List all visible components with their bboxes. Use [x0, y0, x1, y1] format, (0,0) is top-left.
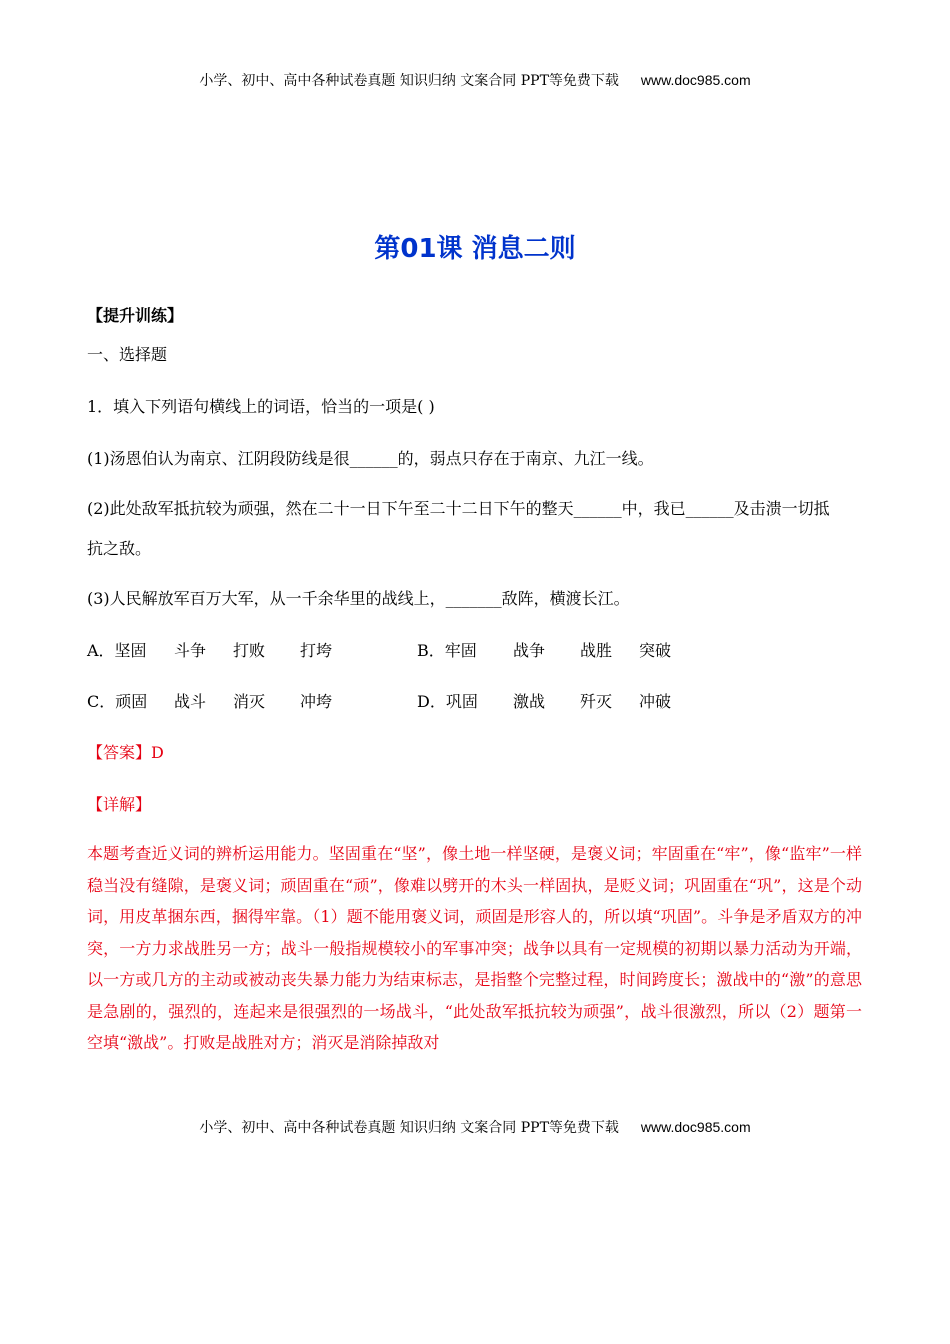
question-sentence-2: (2)此处敌军抵抗较为顽强，然在二十一日下午至二十二日下午的整天______中，我已______及击溃一切抵 — [87, 499, 830, 518]
option-b-word-2: 战争 — [513, 641, 546, 660]
footer-text: 小学、初中、高中各种试卷真题 知识归纳 文案合同 PPT等免费下载 — [199, 1120, 619, 1136]
option-b-word-3: 战胜 — [580, 641, 613, 660]
option-c-label: C．顽固 — [87, 692, 148, 711]
option-a-word-3: 打败 — [233, 641, 266, 660]
page-title: 第01课 消息二则 — [374, 234, 576, 264]
option-d-word-4: 冲破 — [639, 692, 672, 711]
option-d-word-3: 歼灭 — [580, 692, 613, 711]
question-stem: 1．填入下列语句横线上的词语，恰当的一项是( ) — [87, 397, 435, 416]
option-a-word-2: 斗争 — [174, 641, 207, 660]
detail-label: 【详解】 — [87, 795, 152, 814]
answer-label: 【答案】D — [87, 743, 164, 762]
option-c-word-4: 冲垮 — [300, 692, 333, 711]
option-c-word-3: 消灭 — [233, 692, 266, 711]
option-d-label: D．巩固 — [417, 692, 478, 711]
header-text: 小学、初中、高中各种试卷真题 知识归纳 文案合同 PPT等免费下载 — [199, 73, 619, 89]
page-footer — [0, 1117, 950, 1137]
question-sentence-3: (3)人民解放军百万大军，从一千余华里的战线上，_______敌阵，横渡长江。 — [87, 589, 630, 608]
option-c-word-2: 战斗 — [174, 692, 207, 711]
option-a-label: A．坚固 — [87, 641, 147, 660]
footer-url[interactable]: www.doc985.com — [640, 1119, 751, 1135]
option-a-word-4: 打垮 — [300, 641, 333, 660]
section-label: 【提升训练】 — [87, 306, 184, 325]
option-b-word-4: 突破 — [639, 641, 672, 660]
page-header — [0, 70, 950, 90]
part-heading: 一、选择题 — [87, 345, 168, 364]
header-url[interactable]: www.doc985.com — [640, 72, 751, 88]
detail-paragraph: 本题考查近义词的辨析运用能力。坚固重在“坚”，像土地一样坚硬，是褒义词；牢固重在“牢”，像“监牢”一样稳当没有缝隙，是褒义词；顽固重在“顽”，像难以劈开的木头一样固执，是贬义词；巩固重在“巩”，这是个动词，用皮革捆东西，捆得牢靠。（1）题不能用褒义词，顽固是形容人的，所以填“巩固”。斗争是矛盾双方的冲突，一方力求战胜另一方；战斗一般指规模较小的军事冲突；战争以具有一定规模的初期以暴力活动为开端，以一方或几方的主动或被动丧失暴力能力为结束标志，是指整个完整过程，时间跨度长；激战中的“激”的意思是急剧的，强烈的，连起来是很强烈的一场战斗，“此处敌军抵抗较为顽强”，战斗很激烈，所以（2）题第一空填“激战”。打败是战胜对方；消灭是消除掉敌对 — [87, 844, 862, 1052]
question-sentence-2-cont: 抗之敌。 — [87, 539, 152, 558]
question-sentence-1: (1)汤恩伯认为南京、江阴段防线是很______的，弱点只存在于南京、九江一线。 — [87, 449, 654, 468]
option-b-label: B．牢固 — [417, 641, 477, 660]
option-d-word-2: 激战 — [513, 692, 546, 711]
